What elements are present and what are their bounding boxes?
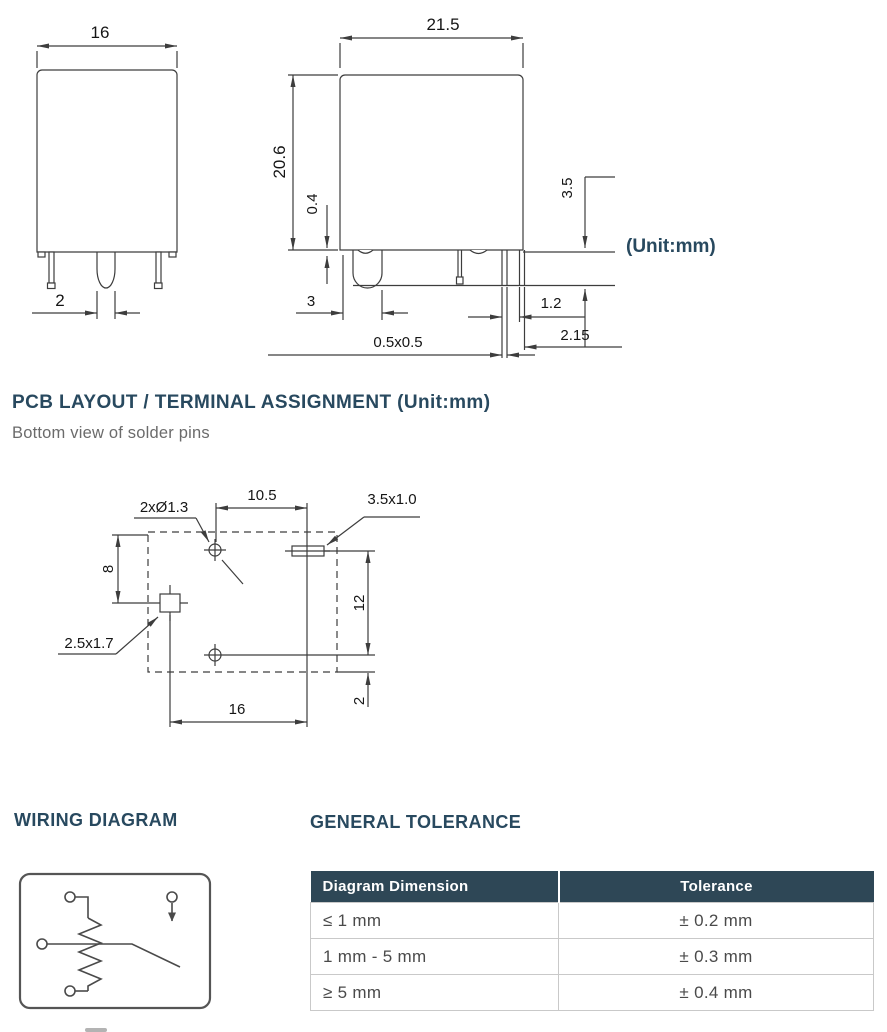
tolerance-section-title: GENERAL TOLERANCE [310, 812, 522, 832]
side-peg [353, 250, 382, 288]
wiring-section-title: WIRING DIAGRAM [14, 810, 178, 830]
pin-section-dim-label: 0.5x0.5 [373, 334, 423, 351]
front-body [37, 70, 177, 252]
leader-line [222, 560, 243, 584]
dimension-cell: ≥ 5 mm [311, 975, 559, 1011]
pcb-section-title: PCB LAYOUT / TERMINAL ASSIGNMENT (Unit:mm) [12, 392, 491, 413]
relay-side-view [268, 15, 622, 358]
slot-pitch-dim-label: 12 [351, 594, 368, 612]
hole-pitch-dim-label: 10.5 [247, 487, 277, 504]
standoff-dim-label: 0.4 [304, 193, 321, 215]
extension-lines [343, 255, 525, 358]
dimension-cell: ≤ 1 mm [311, 903, 559, 939]
wiring-box-border [20, 874, 210, 1008]
leader-arrow [116, 617, 158, 654]
tolerance-cell: ± 0.2 mm [559, 903, 874, 939]
table-row [311, 903, 874, 939]
unit-note: (Unit:mm) [626, 236, 716, 257]
coil-terminal-mid [37, 939, 47, 949]
pin-length-dim-label: 3.5 [559, 177, 576, 199]
front-pin-right [155, 252, 163, 289]
pin-offset-dim-label: 2.15 [560, 327, 590, 344]
front-pin-dim-label: 2 [55, 291, 65, 310]
front-tab-right [169, 252, 176, 257]
pin-hole-bottom [204, 644, 226, 666]
leader-arrow [196, 518, 209, 542]
edge-offset-dim-label: 2 [351, 696, 368, 706]
front-width-dim-label: 16 [90, 23, 110, 42]
extension-lines [288, 75, 338, 250]
wiring-diagram [18, 872, 212, 1010]
front-pin-center [97, 252, 115, 288]
leader-arrow [327, 517, 364, 545]
tolerance-cell: ± 0.3 mm [559, 939, 874, 975]
cutoff-artifact [85, 1028, 107, 1032]
common-contact-blade [47, 944, 180, 967]
extension-lines [97, 291, 115, 319]
coil-top-link [75, 897, 88, 918]
coil-terminal-top [65, 892, 75, 902]
slot-size-label: 3.5x1.0 [367, 491, 417, 508]
extension-lines [112, 535, 160, 603]
side-pin-center [457, 250, 464, 284]
coil-zigzag [79, 918, 101, 991]
pin-hole-top [204, 539, 226, 561]
outline-drawings [0, 0, 887, 375]
front-pin-left [48, 252, 56, 289]
dimension-cell: 1 mm - 5 mm [311, 939, 559, 975]
contact-terminal [167, 892, 177, 902]
side-height-dim-label: 20.6 [270, 145, 289, 179]
pad-pitch-dim-label: 16 [228, 701, 246, 718]
relay-front-view [32, 23, 177, 319]
pcb-layout-drawing [30, 460, 490, 770]
pad-size-label: 2.5x1.7 [64, 635, 114, 652]
front-tab-left [38, 252, 45, 257]
side-pin-b [520, 250, 525, 285]
peg-offset-dim-label: 3 [306, 293, 316, 310]
pin-gap-dim-label: 1.2 [540, 295, 562, 312]
col-header-dimension: Diagram Dimension [311, 871, 559, 903]
extension-lines [37, 51, 177, 68]
tolerance-cell: ± 0.4 mm [559, 975, 874, 1011]
side-body [340, 75, 523, 250]
col-header-tolerance: Tolerance [559, 871, 874, 903]
pad-offset-dim-label: 8 [100, 564, 117, 574]
hole-dia-label: 2xØ1.3 [139, 499, 189, 516]
table-row [311, 939, 874, 975]
table-row [311, 975, 874, 1011]
tolerance-table [310, 871, 874, 1011]
side-pin-a [502, 250, 507, 285]
table-header-row [311, 871, 874, 903]
square-pad [160, 585, 188, 621]
extension-lines [216, 503, 307, 727]
coil-terminal-bottom [65, 986, 75, 996]
pcb-section-subtitle: Bottom view of solder pins [12, 424, 210, 442]
extension-lines [340, 43, 523, 68]
side-width-dim-label: 21.5 [426, 15, 460, 34]
